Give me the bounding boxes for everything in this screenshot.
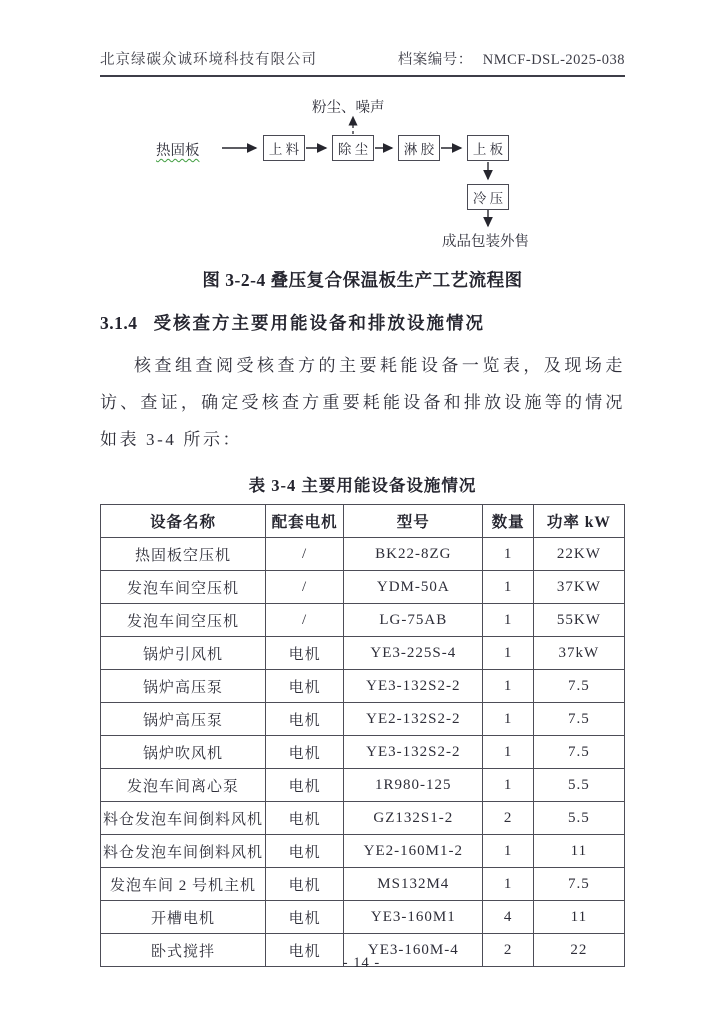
table-cell: 1 — [483, 769, 533, 802]
table-cell: / — [266, 604, 344, 637]
table-row — [101, 670, 625, 703]
table-cell: 55KW — [533, 604, 624, 637]
table-cell: 发泡车间离心泵 — [101, 769, 266, 802]
table-cell: 热固板空压机 — [101, 538, 266, 571]
flow-step-boarding: 上 板 — [467, 135, 509, 161]
process-flowchart — [100, 93, 625, 253]
table-cell: 锅炉高压泵 — [101, 670, 266, 703]
table-cell: 1 — [483, 604, 533, 637]
flow-step-dedusting: 除 尘 — [332, 135, 374, 161]
archive-value: NMCF-DSL-2025-038 — [482, 52, 625, 68]
table-row — [101, 604, 625, 637]
table-cell: 2 — [483, 802, 533, 835]
table-cell: 电机 — [266, 736, 344, 769]
table-cell: 卧式搅拌 — [101, 934, 266, 967]
equipment-table — [100, 504, 625, 967]
table-cell: 7.5 — [533, 868, 624, 901]
page-number: - 14 - — [342, 955, 381, 971]
table-cell: 7.5 — [533, 703, 624, 736]
table-row — [101, 703, 625, 736]
col-header-device: 设备名称 — [101, 505, 266, 538]
flow-step-gluing: 淋 胶 — [398, 135, 440, 161]
table-cell: 7.5 — [533, 736, 624, 769]
table-cell: 2 — [483, 934, 533, 967]
table-cell: 电机 — [266, 901, 344, 934]
table-cell: YE3-132S2-2 — [344, 736, 483, 769]
table-cell: 电机 — [266, 934, 344, 967]
table-cell: 电机 — [266, 868, 344, 901]
table-cell: 1 — [483, 538, 533, 571]
table-cell: 1 — [483, 835, 533, 868]
table-cell: 电机 — [266, 670, 344, 703]
flow-output-label: 成品包装外售 — [442, 234, 529, 250]
table-row — [101, 637, 625, 670]
table-cell: 22KW — [533, 538, 624, 571]
table-cell: 锅炉吹风机 — [101, 736, 266, 769]
flow-arrows — [100, 93, 625, 253]
table-cell: 37kW — [533, 637, 624, 670]
table-cell: 4 — [483, 901, 533, 934]
table-cell: 电机 — [266, 802, 344, 835]
table-row — [101, 736, 625, 769]
table-row — [101, 538, 625, 571]
table-cell: 37KW — [533, 571, 624, 604]
section-title: 受核查方主要用能设备和排放设施情况 — [153, 313, 485, 333]
table-cell: YE3-160M-4 — [344, 934, 483, 967]
table-cell: 1 — [483, 670, 533, 703]
table-cell: 发泡车间空压机 — [101, 571, 266, 604]
table-cell: 料仓发泡车间倒料风机 — [101, 835, 266, 868]
company-name: 北京绿碳众诚环境科技有限公司 — [100, 52, 317, 68]
table-row — [101, 868, 625, 901]
archive-number — [398, 48, 625, 69]
flow-emission-label: 粉尘、噪声 — [312, 100, 385, 116]
table-row — [101, 802, 625, 835]
table-cell: 1R980-125 — [344, 769, 483, 802]
table-cell: 料仓发泡车间倒料风机 — [101, 802, 266, 835]
table-cell: 22 — [533, 934, 624, 967]
table-cell: 电机 — [266, 703, 344, 736]
document-header — [100, 0, 625, 77]
table-cell: 1 — [483, 868, 533, 901]
flow-step-feeding: 上 料 — [263, 135, 305, 161]
body-paragraph: 核查组查阅受核查方的主要耗能设备一览表，及现场走访、查证，确定受核查方重要耗能设备和排放设施等的情况如表 3-4 所示： — [100, 356, 625, 449]
table-cell: 1 — [483, 736, 533, 769]
table-cell: 电机 — [266, 835, 344, 868]
table-cell: 1 — [483, 637, 533, 670]
table-cell: MS132M4 — [344, 868, 483, 901]
table-cell: / — [266, 571, 344, 604]
table-header-row — [101, 505, 625, 538]
table-cell: YE3-132S2-2 — [344, 670, 483, 703]
table-row — [101, 835, 625, 868]
col-header-model: 型号 — [344, 505, 483, 538]
table-cell: 11 — [533, 901, 624, 934]
archive-label: 档案编号： — [397, 52, 473, 68]
table-cell: BK22-8ZG — [344, 538, 483, 571]
table-cell: 5.5 — [533, 802, 624, 835]
table-cell: 电机 — [266, 769, 344, 802]
table-cell: YE2-160M1-2 — [344, 835, 483, 868]
table-cell: 锅炉引风机 — [101, 637, 266, 670]
table-cell: YE3-160M1 — [344, 901, 483, 934]
col-header-power: 功率 kW — [533, 505, 624, 538]
table-row — [101, 571, 625, 604]
section-number: 3.1.4 — [100, 313, 138, 333]
table-cell: YE2-132S2-2 — [344, 703, 483, 736]
table-cell: / — [266, 538, 344, 571]
table-row — [101, 901, 625, 934]
table-cell: 电机 — [266, 637, 344, 670]
table-cell: YE3-225S-4 — [344, 637, 483, 670]
table-cell: 发泡车间 2 号机主机 — [101, 868, 266, 901]
table-cell: 开槽电机 — [101, 901, 266, 934]
table-cell: 发泡车间空压机 — [101, 604, 266, 637]
table-cell: 1 — [483, 703, 533, 736]
col-header-motor: 配套电机 — [266, 505, 344, 538]
table-cell: 7.5 — [533, 670, 624, 703]
col-header-qty: 数量 — [483, 505, 533, 538]
table-cell: LG-75AB — [344, 604, 483, 637]
flow-input-label: 热固板 — [156, 143, 200, 159]
figure-caption: 图 3-2-4 叠压复合保温板生产工艺流程图 — [202, 270, 523, 290]
table-cell: 1 — [483, 571, 533, 604]
section-heading — [100, 310, 625, 335]
table-cell: 5.5 — [533, 769, 624, 802]
table-row — [101, 769, 625, 802]
table-caption: 表 3-4 主要用能设备设施情况 — [248, 476, 477, 495]
equipment-table-body — [101, 538, 625, 967]
table-cell: YDM-50A — [344, 571, 483, 604]
table-cell: 锅炉高压泵 — [101, 703, 266, 736]
table-cell: GZ132S1-2 — [344, 802, 483, 835]
table-cell: 11 — [533, 835, 624, 868]
flow-step-cold-press: 冷 压 — [467, 184, 509, 210]
